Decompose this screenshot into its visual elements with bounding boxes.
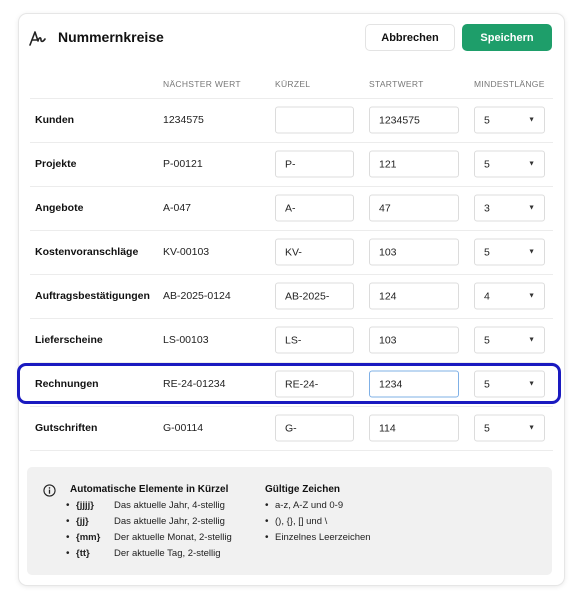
caret-down-icon: ▼	[528, 160, 535, 168]
caret-down-icon: ▼	[528, 336, 535, 344]
valid-char-item: • Einzelnes Leerzeichen	[265, 531, 371, 543]
table-row	[19, 318, 564, 362]
column-header-next-value: NÄCHSTER WERT	[163, 79, 241, 89]
min-length-value: 3	[484, 202, 490, 214]
auto-element-item: • {jj} Das aktuelle Jahr, 2-stellig	[66, 515, 225, 527]
signature-logo-icon	[29, 29, 47, 47]
kuerzel-input[interactable]: G-	[275, 415, 354, 442]
table-row	[19, 142, 564, 186]
row-label: Kostenvoranschläge	[35, 246, 139, 258]
table-row	[19, 230, 564, 274]
min-length-value: 5	[484, 334, 490, 346]
min-length-value: 5	[484, 114, 490, 126]
dialog-header	[19, 14, 564, 60]
valid-char-item: • (), {}, [] und \	[265, 515, 328, 527]
start-value-input[interactable]: 103	[369, 239, 459, 266]
kuerzel-input[interactable]: AB-2025-	[275, 283, 354, 310]
next-value: KV-00103	[163, 246, 210, 258]
start-value-input[interactable]: 124	[369, 283, 459, 310]
start-value-input[interactable]: 114	[369, 415, 459, 442]
min-length-value: 5	[484, 378, 490, 390]
min-length-select[interactable]	[474, 195, 545, 222]
next-value: RE-24-01234	[163, 378, 226, 390]
caret-down-icon: ▼	[528, 248, 535, 256]
column-header-min-length: MINDESTLÄNGE	[474, 79, 545, 89]
next-value: 1234575	[163, 114, 204, 126]
caret-down-icon: ▼	[528, 292, 535, 300]
row-label: Kunden	[35, 114, 75, 126]
next-value: AB-2025-0124	[163, 290, 231, 302]
min-length-select[interactable]	[474, 415, 545, 442]
next-value: G-00114	[163, 422, 204, 434]
min-length-select[interactable]	[474, 283, 545, 310]
kuerzel-input[interactable]: P-	[275, 151, 354, 178]
row-label: Projekte	[35, 158, 77, 170]
min-length-value: 5	[484, 422, 490, 434]
valid-chars-list	[265, 497, 371, 545]
caret-down-icon: ▼	[528, 380, 535, 388]
start-value-input[interactable]: 47	[369, 195, 459, 222]
caret-down-icon: ▼	[528, 424, 535, 432]
info-icon	[43, 484, 56, 497]
column-header-kuerzel: KÜRZEL	[275, 79, 311, 89]
table-row	[19, 406, 564, 450]
next-value: A-047	[163, 202, 192, 214]
row-label: Gutschriften	[35, 422, 98, 434]
next-value: P-00121	[163, 158, 203, 170]
cancel-button[interactable]: Abbrechen	[365, 24, 455, 51]
min-length-value: 5	[484, 246, 490, 258]
row-divider	[30, 450, 553, 451]
start-value-input[interactable]: 1234575	[369, 107, 459, 134]
min-length-select[interactable]	[474, 239, 545, 266]
valid-char-item: • a-z, A-Z und 0-9	[265, 499, 344, 511]
auto-elements-list	[66, 497, 232, 561]
auto-element-item: • {jjjj} Das aktuelle Jahr, 4-stellig	[66, 499, 225, 511]
row-label: Rechnungen	[35, 378, 99, 390]
row-label: Lieferscheine	[35, 334, 103, 346]
save-button[interactable]: Speichern	[462, 24, 552, 51]
start-value-input[interactable]: 1234	[369, 371, 459, 398]
caret-down-icon: ▼	[528, 116, 535, 124]
info-box	[27, 467, 552, 575]
start-value-input[interactable]: 121	[369, 151, 459, 178]
min-length-select[interactable]	[474, 327, 545, 354]
start-value-input[interactable]: 103	[369, 327, 459, 354]
min-length-select[interactable]	[474, 107, 545, 134]
table-row	[19, 274, 564, 318]
valid-chars-title: Gültige Zeichen	[265, 484, 341, 495]
page-title: Nummernkreise	[58, 29, 164, 45]
number-ranges-dialog	[19, 14, 564, 585]
kuerzel-input[interactable]	[275, 107, 354, 134]
auto-element-item: • {mm} Der aktuelle Monat, 2-stellig	[66, 531, 232, 543]
row-label: Angebote	[35, 202, 84, 214]
min-length-select[interactable]	[474, 151, 545, 178]
row-label: Auftragsbestätigungen	[35, 290, 150, 302]
min-length-value: 5	[484, 158, 490, 170]
auto-elements-title: Automatische Elemente in Kürzel	[70, 484, 229, 495]
kuerzel-input[interactable]: LS-	[275, 327, 354, 354]
table-row	[19, 186, 564, 230]
column-header-start-value: STARTWERT	[369, 79, 424, 89]
next-value: LS-00103	[163, 334, 209, 346]
kuerzel-input[interactable]: RE-24-	[275, 371, 354, 398]
table-row	[19, 362, 564, 406]
min-length-value: 4	[484, 290, 490, 302]
table-row	[19, 98, 564, 142]
auto-element-item: • {tt} Der aktuelle Tag, 2-stellig	[66, 547, 221, 559]
kuerzel-input[interactable]: KV-	[275, 239, 354, 266]
kuerzel-input[interactable]: A-	[275, 195, 354, 222]
caret-down-icon: ▼	[528, 204, 535, 212]
min-length-select[interactable]	[474, 371, 545, 398]
